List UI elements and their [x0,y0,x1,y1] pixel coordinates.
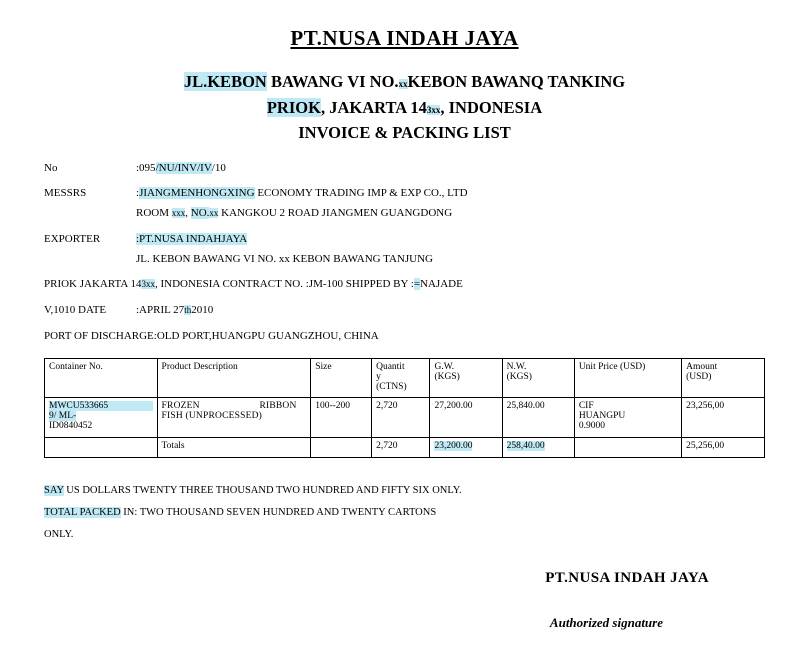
header-unit-price: Unit Price (USD) [574,358,681,397]
cell-product-description [157,397,311,437]
header-gross-weight [430,358,502,397]
voyage-value-date: :APRIL 27 [136,304,185,317]
desc-word-1: FROZEN [161,400,200,411]
messrs-address-rest: KANGKOU 2 ROAD JIANGMEN GUANGDONG [218,207,453,220]
address-line-1-end: KEBON BAWANQ TANKING [407,72,626,91]
header-product-description: Product Description [157,358,311,397]
note-line-3: ONLY. [44,528,74,540]
table-header-row [45,358,765,397]
no-value-prefix: :095 [136,161,156,174]
address-block [0,69,809,146]
cell-amount: 23,256,00 [682,397,765,437]
desc-word-2: RIBBON [259,400,297,411]
totals-net-weight [502,437,574,457]
container-no-line-1: MWCU533665 [49,401,153,411]
header-size: Size [311,358,372,397]
header-quantity-line-2: y [376,371,381,382]
totals-empty-unit-price [574,437,681,457]
note-line-1-highlight: SAY [44,484,64,496]
priok-line-d: = [413,278,421,291]
container-no-line-2 [49,411,153,421]
address-line-1-mid: BAWANG VI NO. [266,72,399,91]
address-line-2-sub: 3xx [426,104,441,115]
items-table [44,358,765,458]
exporter-address-text: JL. KEBON BAWANG VI NO. xx KEBON BAWANG TANJUNG [136,252,433,265]
discharge-line: PORT OF DISCHARGE:OLD PORT,HUANGPU GUANGZHOU, CHINA [44,329,379,342]
no-value-part-3: /IV [197,161,212,174]
voyage-value-year: 2010 [191,304,214,317]
totals-quantity: 2,720 [372,437,430,457]
notes-block [44,480,765,546]
meta-block [0,162,809,344]
messrs-address [44,207,765,221]
no-label: No [44,161,58,174]
meta-row-messrs [44,187,765,201]
signature-label: Authorized signature [549,614,663,630]
container-no-line-2-text: 9/ ML- [49,410,77,421]
totals-empty-size [311,437,372,457]
address-line-1-highlight: JL.KEBON [183,72,267,91]
voyage-value [136,304,765,318]
invoice-page [0,26,809,668]
no-value-part-1: /NU [155,161,175,174]
priok-line-e: NAJADE [420,278,463,291]
exporter-label: EXPORTER [44,232,101,245]
exporter-value-text: :PT.NUSA INDAHJAYA [136,232,248,245]
meta-row-exporter [44,233,765,247]
totals-gross-weight [430,437,502,457]
header-nw-line-1: N.W. [506,361,527,372]
address-line-2 [0,95,809,121]
voyage-value-suffix: th [184,305,192,316]
exporter-value [136,233,765,247]
meta-row-no [44,162,765,176]
header-quantity-line-3: (CTNS) [376,381,407,392]
table-totals-row [45,437,765,457]
messrs-colon: : [136,187,140,200]
address-line-2-highlight: PRIOK [266,97,321,117]
note-line-2-highlight: TOTAL PACKED [44,506,121,518]
note-line-2 [44,502,765,524]
unit-price-line-1: CIF [578,400,594,411]
totals-amount: 25,256,00 [682,437,765,457]
messrs-value [136,187,765,201]
unit-price-line-3: 0.9000 [578,420,605,431]
priok-line-a: PRIOK JAKARTA 14 [44,278,142,291]
no-value-part-2: /INV [174,161,198,174]
header-amount-line-1: Amount [686,361,718,372]
cell-container-no [45,397,158,437]
messrs-address-xx: xx [209,208,219,219]
exporter-address [44,253,765,267]
messrs-address-room: ROOM [136,207,172,220]
messrs-company-rest: ECONOMY TRADING IMP & EXP CO., LTD [254,187,468,200]
cell-quantity: 2,720 [372,397,430,437]
header-nw-line-2: (KGS) [506,371,532,382]
priok-line-c: , INDONESIA CONTRACT NO. :JM-100 SHIPPED BY : [154,278,414,291]
header-gw-line-2: (KGS) [434,371,460,382]
document-type: INVOICE & PACKING LIST [298,123,511,143]
cell-size: 100--200 [311,397,372,437]
unit-price-line-2: HUANGPU [578,410,626,421]
desc-line-1 [162,401,297,411]
company-title-part-1: PT.NUSA INDAH JAYA [290,26,519,50]
header-gw-line-1: G.W. [434,361,455,372]
priok-contract-line [44,278,765,292]
messrs-address-xxx: xxx [171,208,186,219]
address-line-1 [0,69,809,95]
no-value-part-4: /10 [211,161,226,174]
totals-empty-container [45,437,158,457]
address-line-1-sub: xx [398,79,408,89]
messrs-address-comma: , [185,207,191,220]
note-line-2-rest: IN: TWO THOUSAND SEVEN HUNDRED AND TWENTY CARTONS [120,506,437,518]
signature-company: PT.NUSA INDAH JAYA [545,569,709,586]
meta-row-voyage [44,304,765,318]
page-title [0,26,809,51]
header-container-no: Container No. [45,358,158,397]
totals-gross-weight-text: 23,200.00 [434,440,473,451]
totals-label: Totals [157,437,311,457]
messrs-label: MESSRS [44,187,87,200]
note-line-1 [44,480,765,502]
cell-gross-weight: 27,200.00 [430,397,502,437]
totals-net-weight-text: 258,40.00 [506,440,545,451]
messrs-company-highlight: JIANGMENHONGXING [139,187,255,200]
header-quantity-line-1: Quantit [376,361,405,372]
address-line-2-end: , INDONESIA [440,97,543,117]
cell-net-weight: 25,840.00 [502,397,574,437]
no-value [136,162,765,176]
container-no-line-3: ID0840452 [49,420,93,431]
priok-line-b: 3xx [141,279,155,290]
header-net-weight [502,358,574,397]
voyage-label: V,1010 DATE [44,304,107,317]
desc-line-2: FISH (UNPROCESSED) [161,410,263,421]
items-table-body [45,397,765,457]
address-line-2-mid: , JAKARTA 14 [320,97,427,117]
header-quantity [372,358,430,397]
header-amount [682,358,765,397]
note-line-1-rest: US DOLLARS TWENTY THREE THOUSAND TWO HUNDRED AND FIFTY SIX ONLY. [63,484,462,496]
messrs-address-no: NO. [190,207,210,220]
items-table-head [45,358,765,397]
cell-unit-price [574,397,681,437]
header-amount-line-2: (USD) [686,371,712,382]
table-row [45,397,765,437]
